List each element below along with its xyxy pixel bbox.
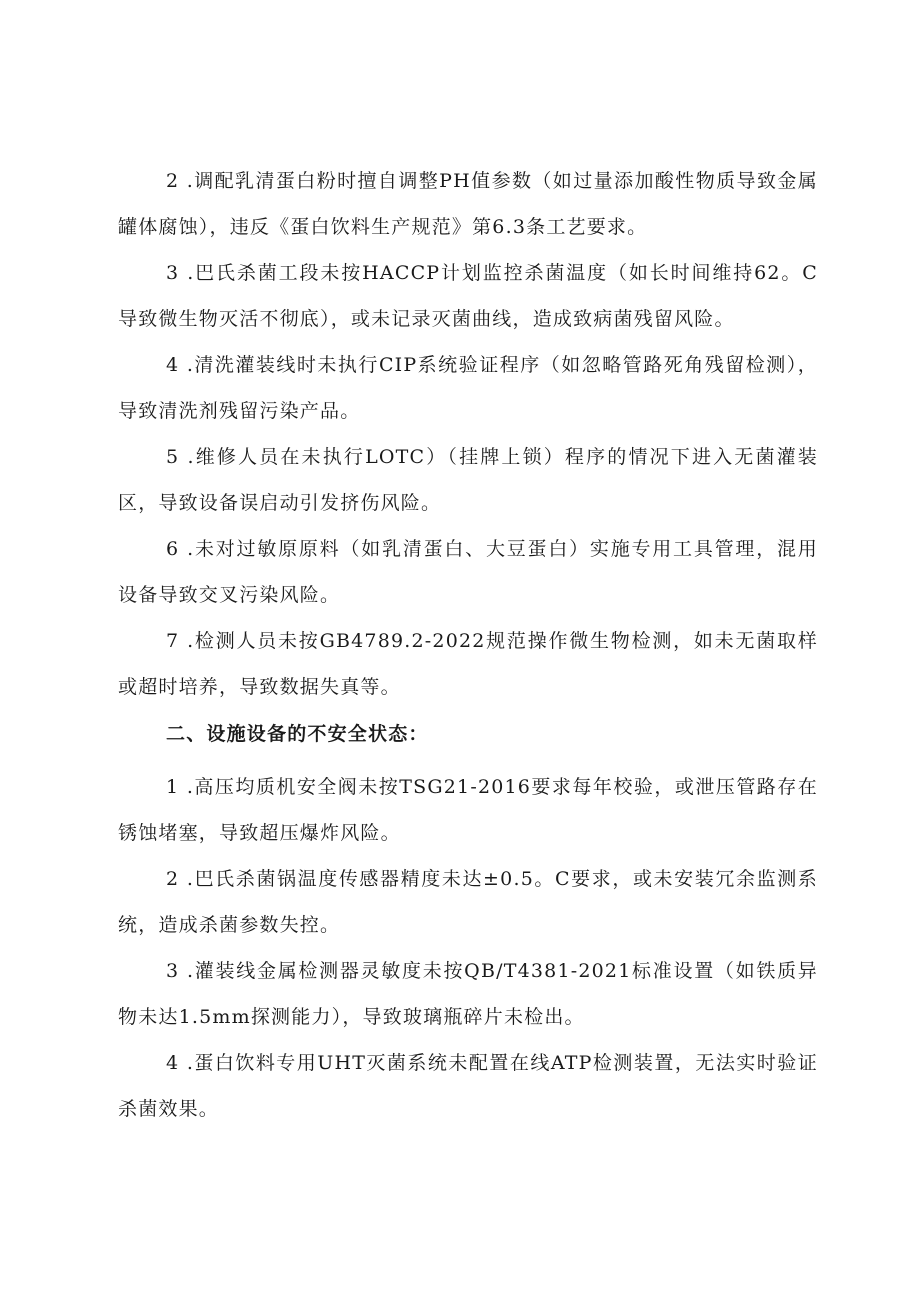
paragraph-item-4: 4 .清洗灌装线时未执行CIP系统验证程序（如忽略管路死角残留检测），导致清洗剂残留污染产品。 [118, 354, 818, 422]
paragraph-item-6: 6 .未对过敏原原料（如乳清蛋白、大豆蛋白）实施专用工具管理，混用设备导致交叉污染风险。 [118, 538, 818, 606]
paragraph-item-7: 7 .检测人员未按GB4789.2-2022规范操作微生物检测，如未无菌取样或超时培养，导致数据失真等。 [118, 630, 818, 698]
paragraph-item-3: 3 .巴氏杀菌工段未按HACCP计划监控杀菌温度（如长时间维持62。C导致微生物灭活不彻底），或未记录灭菌曲线，造成致病菌残留风险。 [118, 262, 818, 330]
paragraph-item-5: 5 .维修人员在未执行LOTC）（挂牌上锁）程序的情况下进入无菌灌装区，导致设备误启动引发挤伤风险。 [118, 446, 818, 514]
section-heading: 二、设施设备的不安全状态： [166, 723, 429, 745]
paragraph-equipment-1: 1 .高压均质机安全阀未按TSG21-2016要求每年校验，或泄压管路存在锈蚀堵塞，导致超压爆炸风险。 [118, 776, 818, 844]
paragraph-equipment-4: 4 .蛋白饮料专用UHT灭菌系统未配置在线ATP检测装置，无法实时验证杀菌效果。 [118, 1052, 818, 1120]
paragraph-equipment-2: 2 .巴氏杀菌锅温度传感器精度未达±0.5。C要求，或未安装冗余监测系统，造成杀菌参数失控。 [118, 868, 818, 936]
paragraph-equipment-3: 3 .灌装线金属检测器灵敏度未按QB/T4381-2021标准设置（如铁质异物未达1.5mm探测能力），导致玻璃瓶碎片未检出。 [118, 960, 818, 1028]
paragraph-item-2: 2 .调配乳清蛋白粉时擅自调整PH值参数（如过量添加酸性物质导致金属罐体腐蚀），违反《蛋白饮料生产规范》第6.3条工艺要求。 [118, 170, 818, 238]
